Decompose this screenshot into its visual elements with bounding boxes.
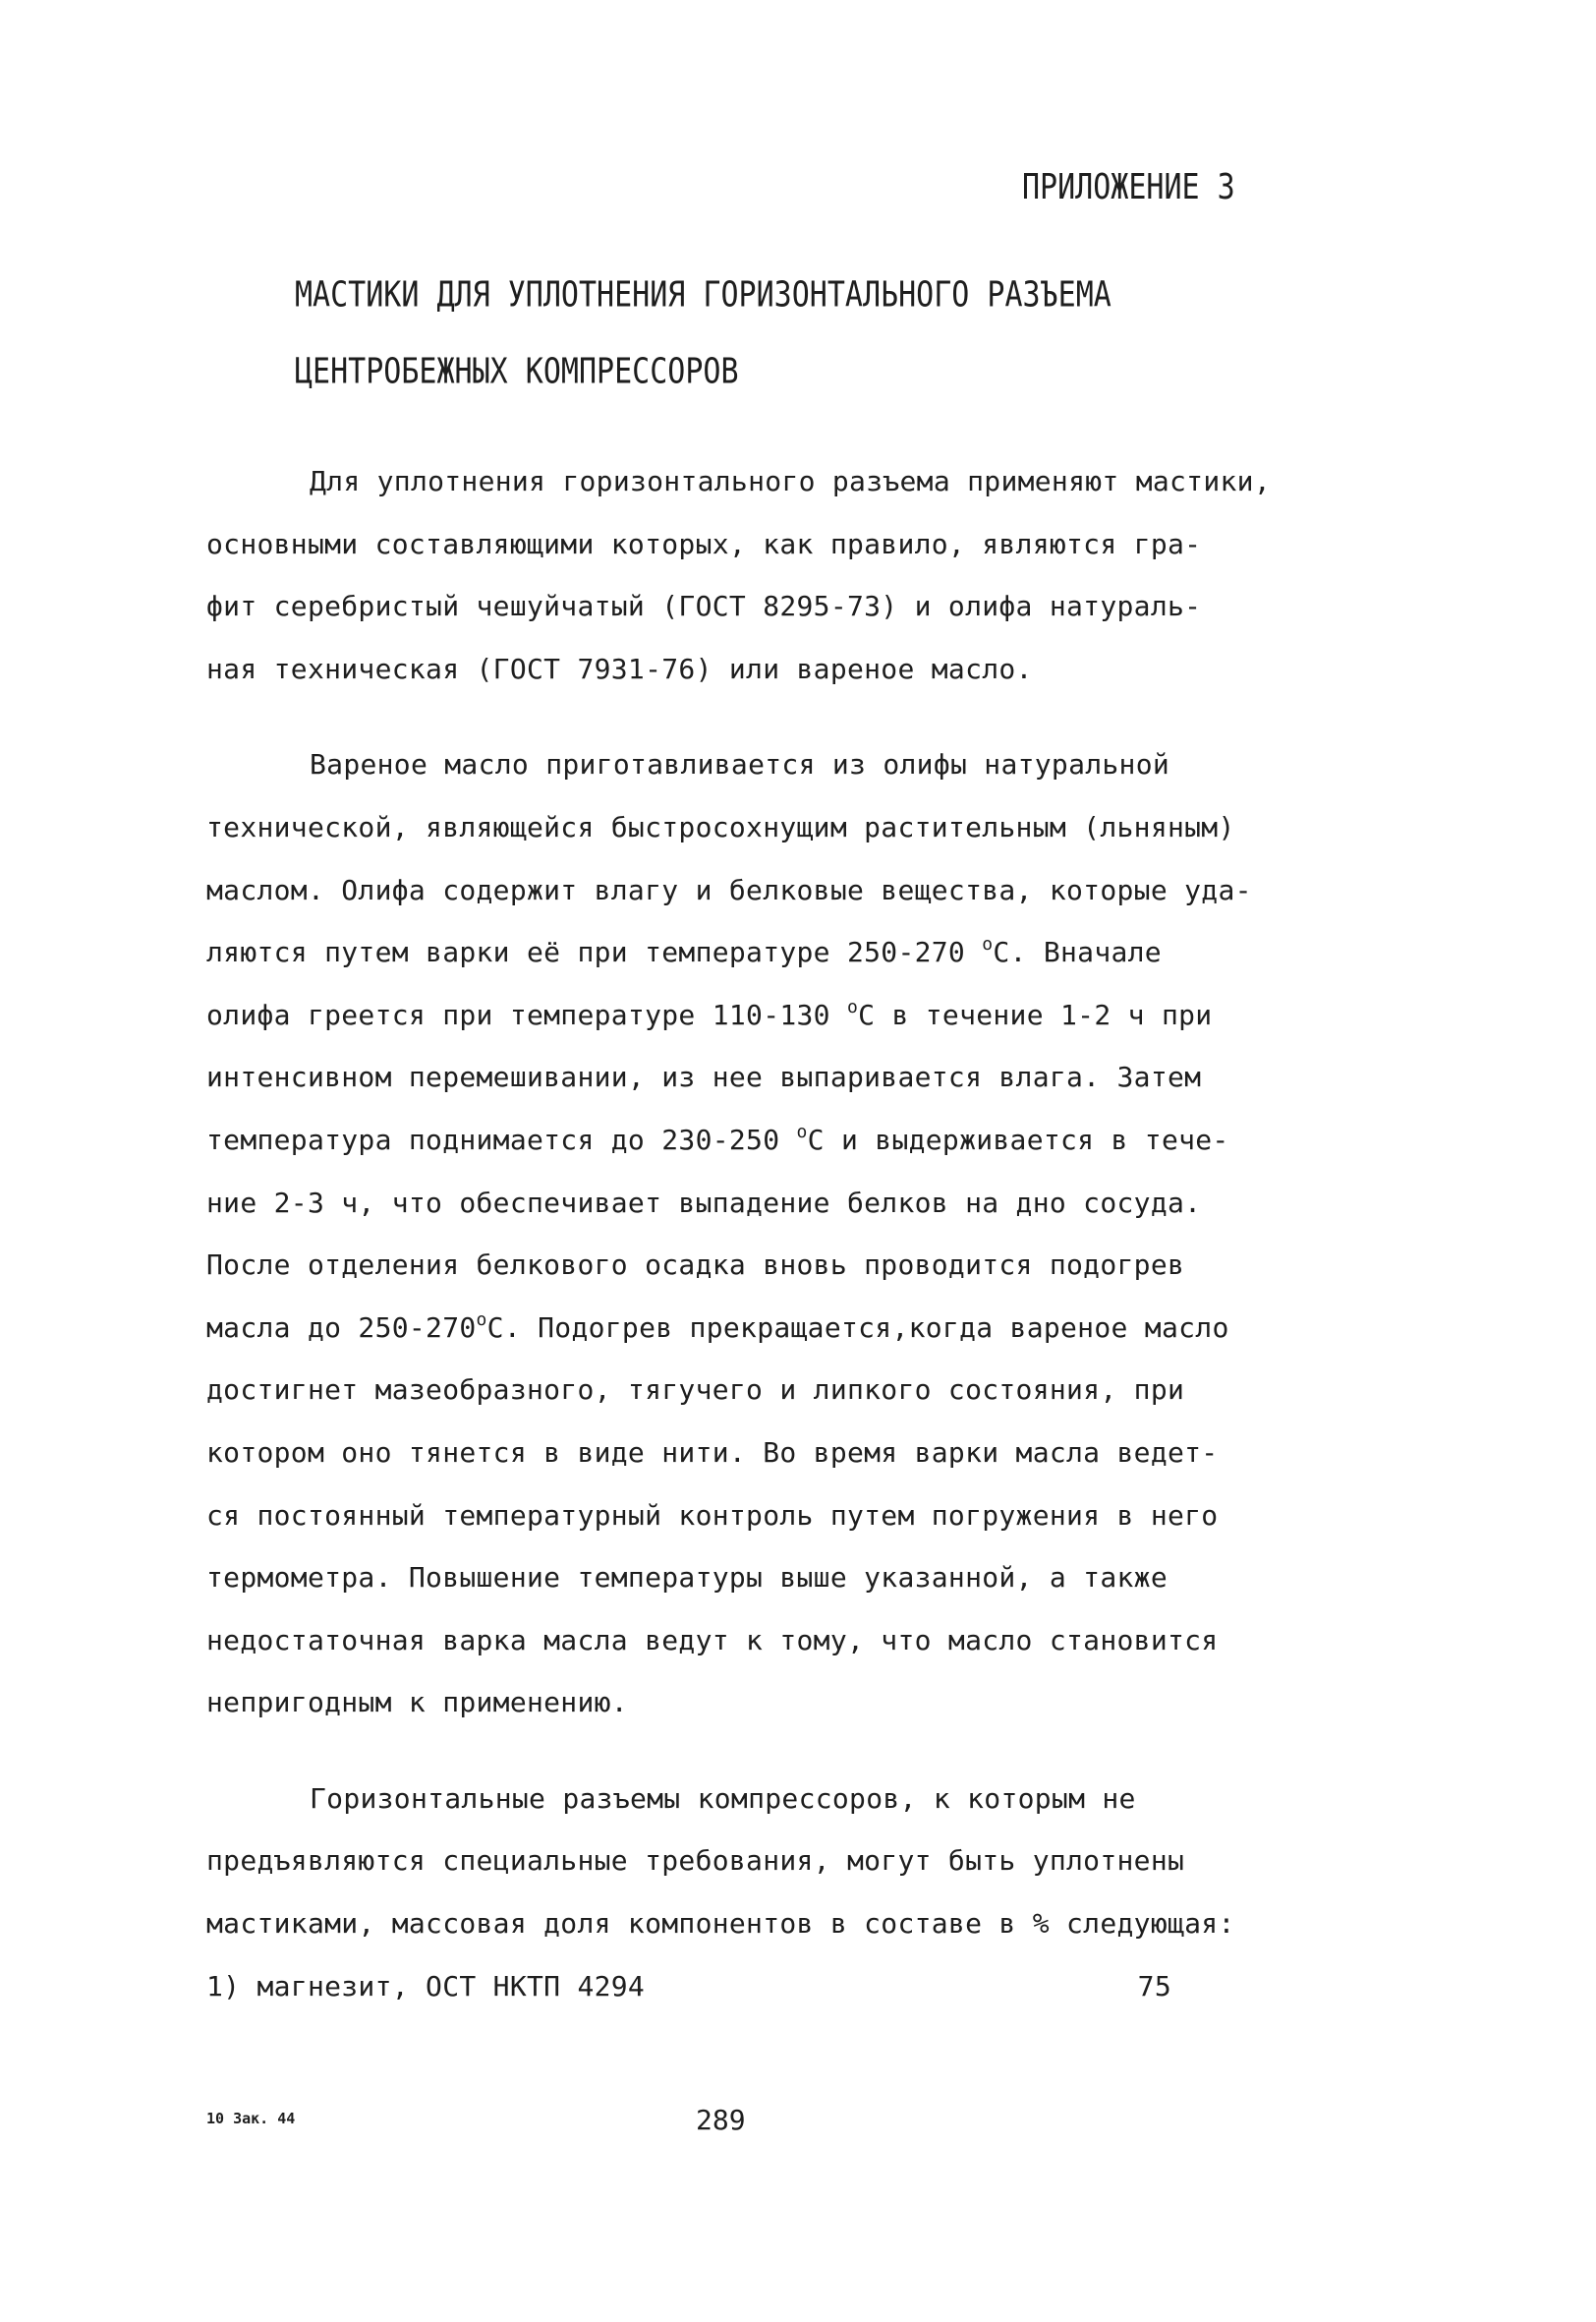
paragraph-line: термометра. Повышение температуры выше указанной, а также xyxy=(206,1561,1168,1595)
footer-order-code: 10 Зак. 44 xyxy=(206,2110,296,2127)
paragraph-line: достигнет мазеобразного, тягучего и липкого состояния, при xyxy=(206,1373,1185,1407)
paragraph-line: интенсивном перемешивании, из нее выпаривается влага. Затем xyxy=(206,1061,1202,1094)
paragraph-line: предъявляются специальные требования, могут быть уплотнены xyxy=(206,1844,1185,1878)
paragraph-line: Вареное масло приготавливается из олифы натуральной xyxy=(310,748,1170,782)
paragraph-line: ная техническая (ГОСТ 7931-76) или вареное масло. xyxy=(206,652,1033,685)
body-text xyxy=(206,450,1425,2017)
paragraph-line xyxy=(206,984,1425,1047)
text-segment: ляются путем варки её при температуре 250-270 xyxy=(206,936,983,969)
paragraph-line: мастиками, массовая доля компонентов в составе в % следующая: xyxy=(206,1907,1235,1941)
title-line-1: МАСТИКИ ДЛЯ УПЛОТНЕНИЯ ГОРИЗОНТАЛЬНОГО РАЗЪЕМА xyxy=(295,274,1112,316)
paragraph-line: технической, являющейся быстросохнущим растительным (льняным) xyxy=(206,810,1235,843)
paragraph-line xyxy=(206,1109,1425,1172)
text-segment: олифа греется при температуре 110-130 xyxy=(206,998,847,1031)
paragraph-3 xyxy=(206,1768,1425,2017)
page-number: 289 xyxy=(696,2104,746,2136)
text-segment: масла до 250-270 xyxy=(206,1310,477,1344)
paragraph-gap xyxy=(206,1734,1425,1768)
text-segment: С в течение 1-2 ч при xyxy=(858,998,1213,1031)
paragraph-2 xyxy=(206,733,1425,1734)
paragraph-line xyxy=(206,1297,1425,1360)
component-label: 1) магнезит, ОСТ НКТП 4294 xyxy=(206,1969,646,2003)
paragraph-line: основными составляющими которых, как правило, являются гра- xyxy=(206,527,1202,560)
paragraph-line: котором оно тянется в виде нити. Во время варки масла ведет- xyxy=(206,1435,1219,1469)
paragraph-gap xyxy=(206,700,1425,733)
paragraph-line: ся постоянный температурный контроль путем погружения в него xyxy=(206,1498,1219,1532)
paragraph-line: непригодным к применению. xyxy=(206,1686,628,1719)
composition-list-item xyxy=(206,1955,1171,2018)
appendix-label: ПРИЛОЖЕНИЕ 3 xyxy=(1022,167,1235,208)
paragraph-line: ние 2-3 ч, что обеспечивает выпадение белков на дно сосуда. xyxy=(206,1186,1202,1219)
text-segment: температура поднимается до 230-250 xyxy=(206,1123,797,1156)
degree-mark: о xyxy=(476,1308,487,1330)
component-value: 75 xyxy=(1137,1969,1171,2003)
document-title xyxy=(295,258,1112,411)
text-segment: С. Вначале xyxy=(993,936,1162,969)
paragraph-line: фит серебристый чешуйчатый (ГОСТ 8295-73) и олифа натураль- xyxy=(206,590,1202,623)
paragraph-1 xyxy=(206,450,1425,700)
text-segment: С и выдерживается в тече- xyxy=(807,1123,1229,1156)
paragraph-line xyxy=(206,921,1425,984)
degree-mark: о xyxy=(982,934,994,956)
paragraph-line: маслом. Олифа содержит влагу и белковые вещества, которые уда- xyxy=(206,873,1252,906)
text-segment: С. Подогрев прекращается,когда вареное масло xyxy=(486,1310,1229,1344)
paragraph-line: После отделения белкового осадка вновь проводится подогрев xyxy=(206,1248,1185,1282)
paragraph-line: Горизонтальные разъемы компрессоров, к которым не xyxy=(310,1781,1136,1815)
degree-mark: о xyxy=(796,1121,808,1142)
paragraph-line: недостаточная варка масла ведут к тому, что масло становится xyxy=(206,1623,1219,1656)
degree-mark: о xyxy=(846,996,859,1017)
title-line-2: ЦЕНТРОБЕЖНЫХ КОМПРЕССОРОВ xyxy=(295,351,739,392)
paragraph-line: Для уплотнения горизонтального разъема применяют мастики, xyxy=(310,465,1271,497)
